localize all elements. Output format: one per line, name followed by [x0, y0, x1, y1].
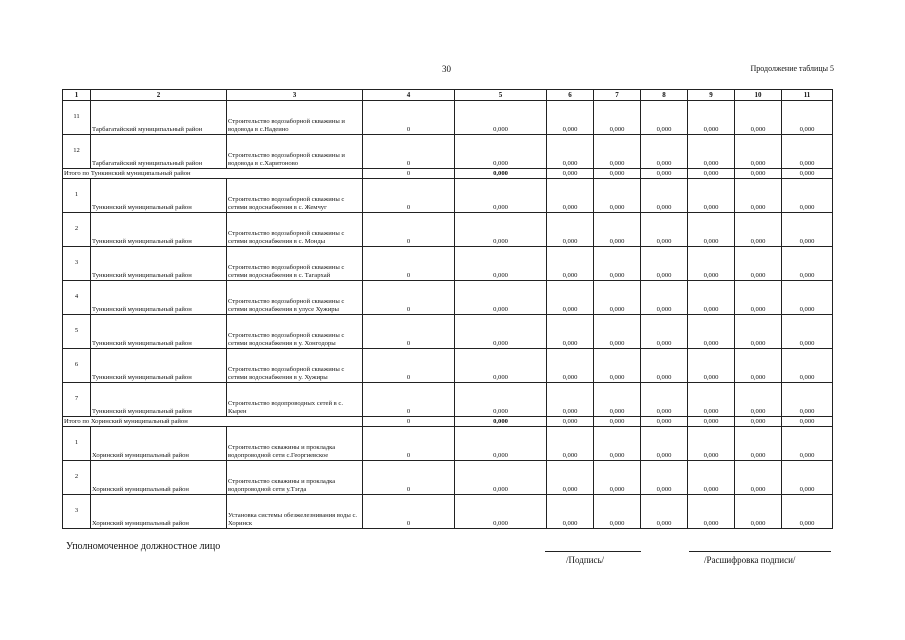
value-cell: 0,000 [594, 281, 641, 315]
value-cell: 0,000 [455, 169, 547, 179]
value-cell: 0,000 [782, 461, 833, 495]
value-cell: 0,000 [547, 417, 594, 427]
project-name: Строительство водозаборной скважины с сетями водоснабжения в с. Тагархай [227, 247, 363, 281]
value-cell: 0,000 [455, 247, 547, 281]
value-cell: 0,000 [782, 179, 833, 213]
value-cell: 0,000 [594, 417, 641, 427]
value-cell: 0,000 [547, 179, 594, 213]
value-cell: 0,000 [455, 383, 547, 417]
row-number: 2 [63, 213, 91, 247]
signature-decode-line [689, 551, 831, 552]
value-cell: 0,000 [547, 101, 594, 135]
value-cell: 0,000 [641, 247, 688, 281]
row-number: 4 [63, 281, 91, 315]
value-cell: 0,000 [547, 383, 594, 417]
page-number: 30 [442, 64, 451, 74]
project-name: Строительство скважины и прокладка водопроводной сети с.Георгиевское [227, 427, 363, 461]
row-number: 12 [63, 135, 91, 169]
value-cell: 0,000 [782, 213, 833, 247]
table-row [63, 495, 833, 529]
value-cell: 0,000 [735, 101, 782, 135]
row-number: 1 [63, 427, 91, 461]
value-cell: 0,000 [782, 427, 833, 461]
district-name: Тункинский муниципальный район [91, 315, 227, 349]
row-number: 5 [63, 315, 91, 349]
project-name: Строительство водозаборной скважины с сетями водоснабжения в улусе Хужиры [227, 281, 363, 315]
value-cell: 0,000 [688, 101, 735, 135]
value-cell: 0,000 [455, 461, 547, 495]
value-cell: 0,000 [547, 281, 594, 315]
value-cell: 0 [363, 135, 455, 169]
table-header-row [63, 90, 833, 101]
value-cell: 0,000 [782, 417, 833, 427]
value-cell: 0,000 [455, 495, 547, 529]
value-cell: 0,000 [688, 281, 735, 315]
value-cell: 0,000 [735, 169, 782, 179]
value-cell: 0,000 [641, 495, 688, 529]
value-cell: 0,000 [782, 247, 833, 281]
value-cell: 0,000 [735, 427, 782, 461]
value-cell: 0,000 [547, 349, 594, 383]
value-cell: 0,000 [594, 247, 641, 281]
value-cell: 0 [363, 213, 455, 247]
value-cell: 0 [363, 281, 455, 315]
value-cell: 0 [363, 349, 455, 383]
column-header: 2 [91, 90, 227, 101]
district-name: Тункинский муниципальный район [91, 179, 227, 213]
value-cell: 0,000 [688, 427, 735, 461]
value-cell: 0,000 [594, 135, 641, 169]
signature-decode-caption: /Расшифровка подписи/ [704, 555, 796, 565]
value-cell: 0,000 [641, 281, 688, 315]
value-cell: 0,000 [594, 213, 641, 247]
district-name: Тункинский муниципальный район [91, 349, 227, 383]
value-cell: 0,000 [594, 169, 641, 179]
column-header: 4 [363, 90, 455, 101]
value-cell: 0,000 [594, 383, 641, 417]
column-header: 6 [547, 90, 594, 101]
value-cell: 0 [363, 417, 455, 427]
value-cell: 0,000 [735, 383, 782, 417]
column-header: 3 [227, 90, 363, 101]
district-name: Тункинский муниципальный район [91, 213, 227, 247]
value-cell: 0 [363, 315, 455, 349]
project-name: Строительство водопроводных сетей в с. Кырен [227, 383, 363, 417]
column-header: 11 [782, 90, 833, 101]
value-cell: 0,000 [641, 169, 688, 179]
project-name: Строительство водозаборной скважины и водовода в с.Надеино [227, 101, 363, 135]
value-cell: 0,000 [782, 349, 833, 383]
row-number: 2 [63, 461, 91, 495]
value-cell: 0 [363, 101, 455, 135]
table-row [63, 281, 833, 315]
district-name: Хоринский муниципальный район [91, 427, 227, 461]
value-cell: 0,000 [782, 315, 833, 349]
district-name: Тункинский муниципальный район [91, 247, 227, 281]
value-cell: 0,000 [641, 417, 688, 427]
value-cell: 0,000 [688, 417, 735, 427]
value-cell: 0,000 [735, 461, 782, 495]
value-cell: 0,000 [782, 169, 833, 179]
value-cell: 0,000 [455, 417, 547, 427]
table-row [63, 179, 833, 213]
row-number: 11 [63, 101, 91, 135]
column-header: 9 [688, 90, 735, 101]
value-cell: 0,000 [455, 349, 547, 383]
value-cell: 0,000 [455, 281, 547, 315]
value-cell: 0,000 [594, 461, 641, 495]
signature-line [545, 551, 641, 552]
value-cell: 0,000 [594, 349, 641, 383]
value-cell: 0,000 [641, 315, 688, 349]
value-cell: 0 [363, 383, 455, 417]
row-number: 3 [63, 247, 91, 281]
total-row-label: Итого по Тункинский муниципальный район [63, 169, 363, 179]
value-cell: 0,000 [455, 101, 547, 135]
value-cell: 0,000 [594, 495, 641, 529]
total-row [63, 417, 833, 427]
project-name: Строительство водозаборной скважины с сетями водоснабжения в с. Жемчуг [227, 179, 363, 213]
authorized-person-label: Уполномоченное должностное лицо [66, 541, 221, 552]
value-cell: 0,000 [641, 427, 688, 461]
value-cell: 0,000 [782, 281, 833, 315]
value-cell: 0,000 [688, 461, 735, 495]
value-cell: 0,000 [594, 101, 641, 135]
total-row [63, 169, 833, 179]
value-cell: 0,000 [735, 349, 782, 383]
value-cell: 0,000 [688, 169, 735, 179]
value-cell: 0,000 [688, 179, 735, 213]
district-name: Хоринский муниципальный район [91, 495, 227, 529]
value-cell: 0,000 [782, 135, 833, 169]
value-cell: 0,000 [547, 169, 594, 179]
value-cell: 0,000 [594, 427, 641, 461]
value-cell: 0,000 [688, 247, 735, 281]
district-name: Тарбагатайский муниципальный район [91, 101, 227, 135]
value-cell: 0,000 [735, 315, 782, 349]
project-name: Строительство скважины и прокладка водопроводной сети у.Тэгда [227, 461, 363, 495]
value-cell: 0,000 [735, 281, 782, 315]
value-cell: 0,000 [735, 135, 782, 169]
column-header: 1 [63, 90, 91, 101]
column-header: 5 [455, 90, 547, 101]
table-row [63, 461, 833, 495]
value-cell: 0,000 [735, 247, 782, 281]
table-row [63, 135, 833, 169]
project-name: Строительство водозаборной скважины с сетями водоснабжения в у. Хонгодоры [227, 315, 363, 349]
table-row [63, 427, 833, 461]
value-cell: 0,000 [688, 349, 735, 383]
table-row [63, 247, 833, 281]
value-cell: 0,000 [735, 495, 782, 529]
value-cell: 0,000 [688, 213, 735, 247]
value-cell: 0,000 [688, 315, 735, 349]
total-row-label: Итого по Хоринский муниципальный район [63, 417, 363, 427]
table-continuation-label: Продолжение таблицы 5 [750, 64, 834, 73]
value-cell: 0,000 [641, 135, 688, 169]
value-cell: 0 [363, 495, 455, 529]
district-name: Тункинский муниципальный район [91, 281, 227, 315]
value-cell: 0 [363, 427, 455, 461]
value-cell: 0,000 [455, 213, 547, 247]
table-row [63, 383, 833, 417]
value-cell: 0,000 [688, 383, 735, 417]
table-row [63, 213, 833, 247]
column-header: 8 [641, 90, 688, 101]
data-table [62, 89, 833, 529]
value-cell: 0,000 [547, 461, 594, 495]
value-cell: 0,000 [455, 179, 547, 213]
value-cell: 0,000 [547, 495, 594, 529]
value-cell: 0,000 [782, 383, 833, 417]
value-cell: 0,000 [547, 247, 594, 281]
project-name: Строительство водозаборной скважины и водовода в с.Харитоново [227, 135, 363, 169]
value-cell: 0 [363, 247, 455, 281]
project-name: Строительство водозаборной скважины с сетями водоснабжения в с. Монды [227, 213, 363, 247]
value-cell: 0,000 [782, 495, 833, 529]
district-name: Тункинский муниципальный район [91, 383, 227, 417]
table-row [63, 315, 833, 349]
value-cell: 0,000 [688, 135, 735, 169]
value-cell: 0,000 [547, 135, 594, 169]
column-header: 7 [594, 90, 641, 101]
table-row [63, 349, 833, 383]
table-row [63, 101, 833, 135]
row-number: 7 [63, 383, 91, 417]
project-name: Установка системы обезжелезнивания воды с. Хоринск [227, 495, 363, 529]
value-cell: 0,000 [782, 101, 833, 135]
value-cell: 0,000 [641, 213, 688, 247]
district-name: Тарбагатайский муниципальный район [91, 135, 227, 169]
value-cell: 0,000 [641, 179, 688, 213]
value-cell: 0,000 [547, 427, 594, 461]
value-cell: 0,000 [594, 315, 641, 349]
column-header: 10 [735, 90, 782, 101]
district-name: Хоринский муниципальный район [91, 461, 227, 495]
value-cell: 0 [363, 169, 455, 179]
row-number: 6 [63, 349, 91, 383]
row-number: 1 [63, 179, 91, 213]
value-cell: 0,000 [641, 461, 688, 495]
value-cell: 0,000 [594, 179, 641, 213]
value-cell: 0,000 [455, 427, 547, 461]
value-cell: 0,000 [735, 213, 782, 247]
row-number: 3 [63, 495, 91, 529]
project-name: Строительство водозаборной скважины с сетями водоснабжения в у. Хужиры [227, 349, 363, 383]
value-cell: 0 [363, 461, 455, 495]
value-cell: 0,000 [547, 213, 594, 247]
signature-caption: /Подпись/ [566, 555, 605, 565]
value-cell: 0,000 [547, 315, 594, 349]
value-cell: 0,000 [641, 101, 688, 135]
value-cell: 0,000 [735, 417, 782, 427]
value-cell: 0,000 [455, 135, 547, 169]
value-cell: 0,000 [455, 315, 547, 349]
value-cell: 0,000 [641, 349, 688, 383]
value-cell: 0,000 [735, 179, 782, 213]
value-cell: 0,000 [641, 383, 688, 417]
value-cell: 0,000 [688, 495, 735, 529]
value-cell: 0 [363, 179, 455, 213]
